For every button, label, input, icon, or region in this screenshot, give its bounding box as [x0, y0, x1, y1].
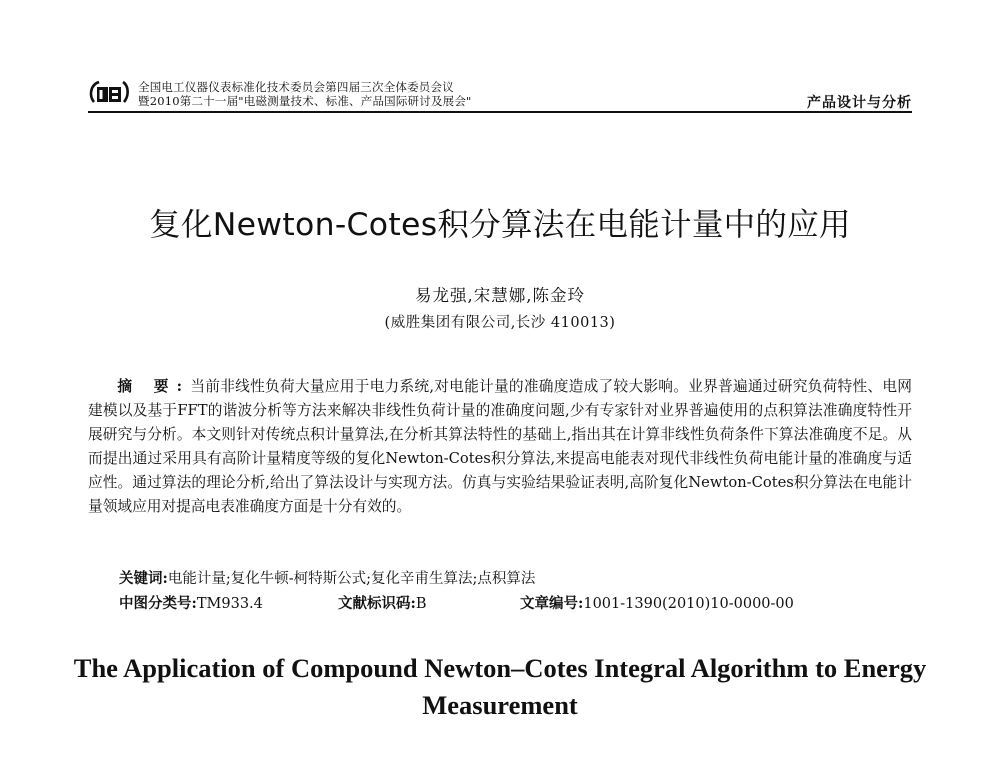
- keywords-label: 关键词:: [119, 570, 168, 587]
- abstract-text: 当前非线性负荷大量应用于电力系统,对电能计量的准确度造成了较大影响。业界普遍通过研究负荷特性、电网建模以及基于FFT的谐波分析等方法来解决非线性负荷计量的准确度问题,少有专家针对业界普遍使用的点积算法准确度特性开展研究与分析。本文则针对传统点积计量算法,在分析其算法特性的基础上,指出其在计算非线性负荷条件下算法准确度不足。从而提出通过采用具有高阶计量精度等级的复化Newton-Cotes积分算法,来提高电能表对现代非线性负荷电能计量的准确度与适应性。通过算法的理论分析,给出了算法设计与实现方法。仿真与实验结果验证表明,高阶复化Newton-Cotes积分算法在电能计量领域应用对提高电表准确度方面是十分有效的。: [88, 378, 912, 515]
- author-list: 易龙强,宋慧娜,陈金玲: [415, 286, 585, 305]
- doc-code-value: B: [415, 596, 427, 612]
- affiliation: (威胜集团有限公司,长沙 410013): [384, 315, 616, 331]
- clc-field: [119, 596, 263, 612]
- running-header: [88, 72, 912, 112]
- conference-logo-icon: [88, 78, 130, 106]
- article-number-value: 1001-1390(2010)10-0000-00: [583, 596, 794, 612]
- header-rule: [88, 111, 912, 113]
- clc-label: 中图分类号:: [119, 595, 197, 612]
- header-line-1: 全国电工仪器仪表标准化技术委员会第四届三次全体委员会议: [138, 80, 454, 94]
- abstract-label: 摘 要:: [117, 378, 191, 395]
- paper-title: 复化Newton-Cotes积分算法在电能计量中的应用: [149, 207, 851, 243]
- section-label: 产品设计与分析: [807, 95, 912, 111]
- english-title: The Application of Compound Newton–Cotes Integral Algorithm to Energy Measurement: [73, 653, 927, 720]
- header-line-2: 暨2010第二十一届"电磁测量技术、标准、产品国际研讨及展会": [138, 94, 472, 108]
- keywords-text: 电能计量;复化牛顿-柯特斯公式;复化辛甫生算法;点积算法: [167, 571, 536, 587]
- doc-code-field: [338, 592, 427, 613]
- abstract: [88, 375, 912, 519]
- classification-line: [119, 592, 794, 613]
- keywords: [119, 567, 535, 588]
- doc-code-label: 文献标识码:: [338, 595, 416, 612]
- article-number-field: [520, 592, 794, 613]
- clc-value: TM933.4: [196, 596, 263, 612]
- article-number-label: 文章编号:: [520, 595, 584, 612]
